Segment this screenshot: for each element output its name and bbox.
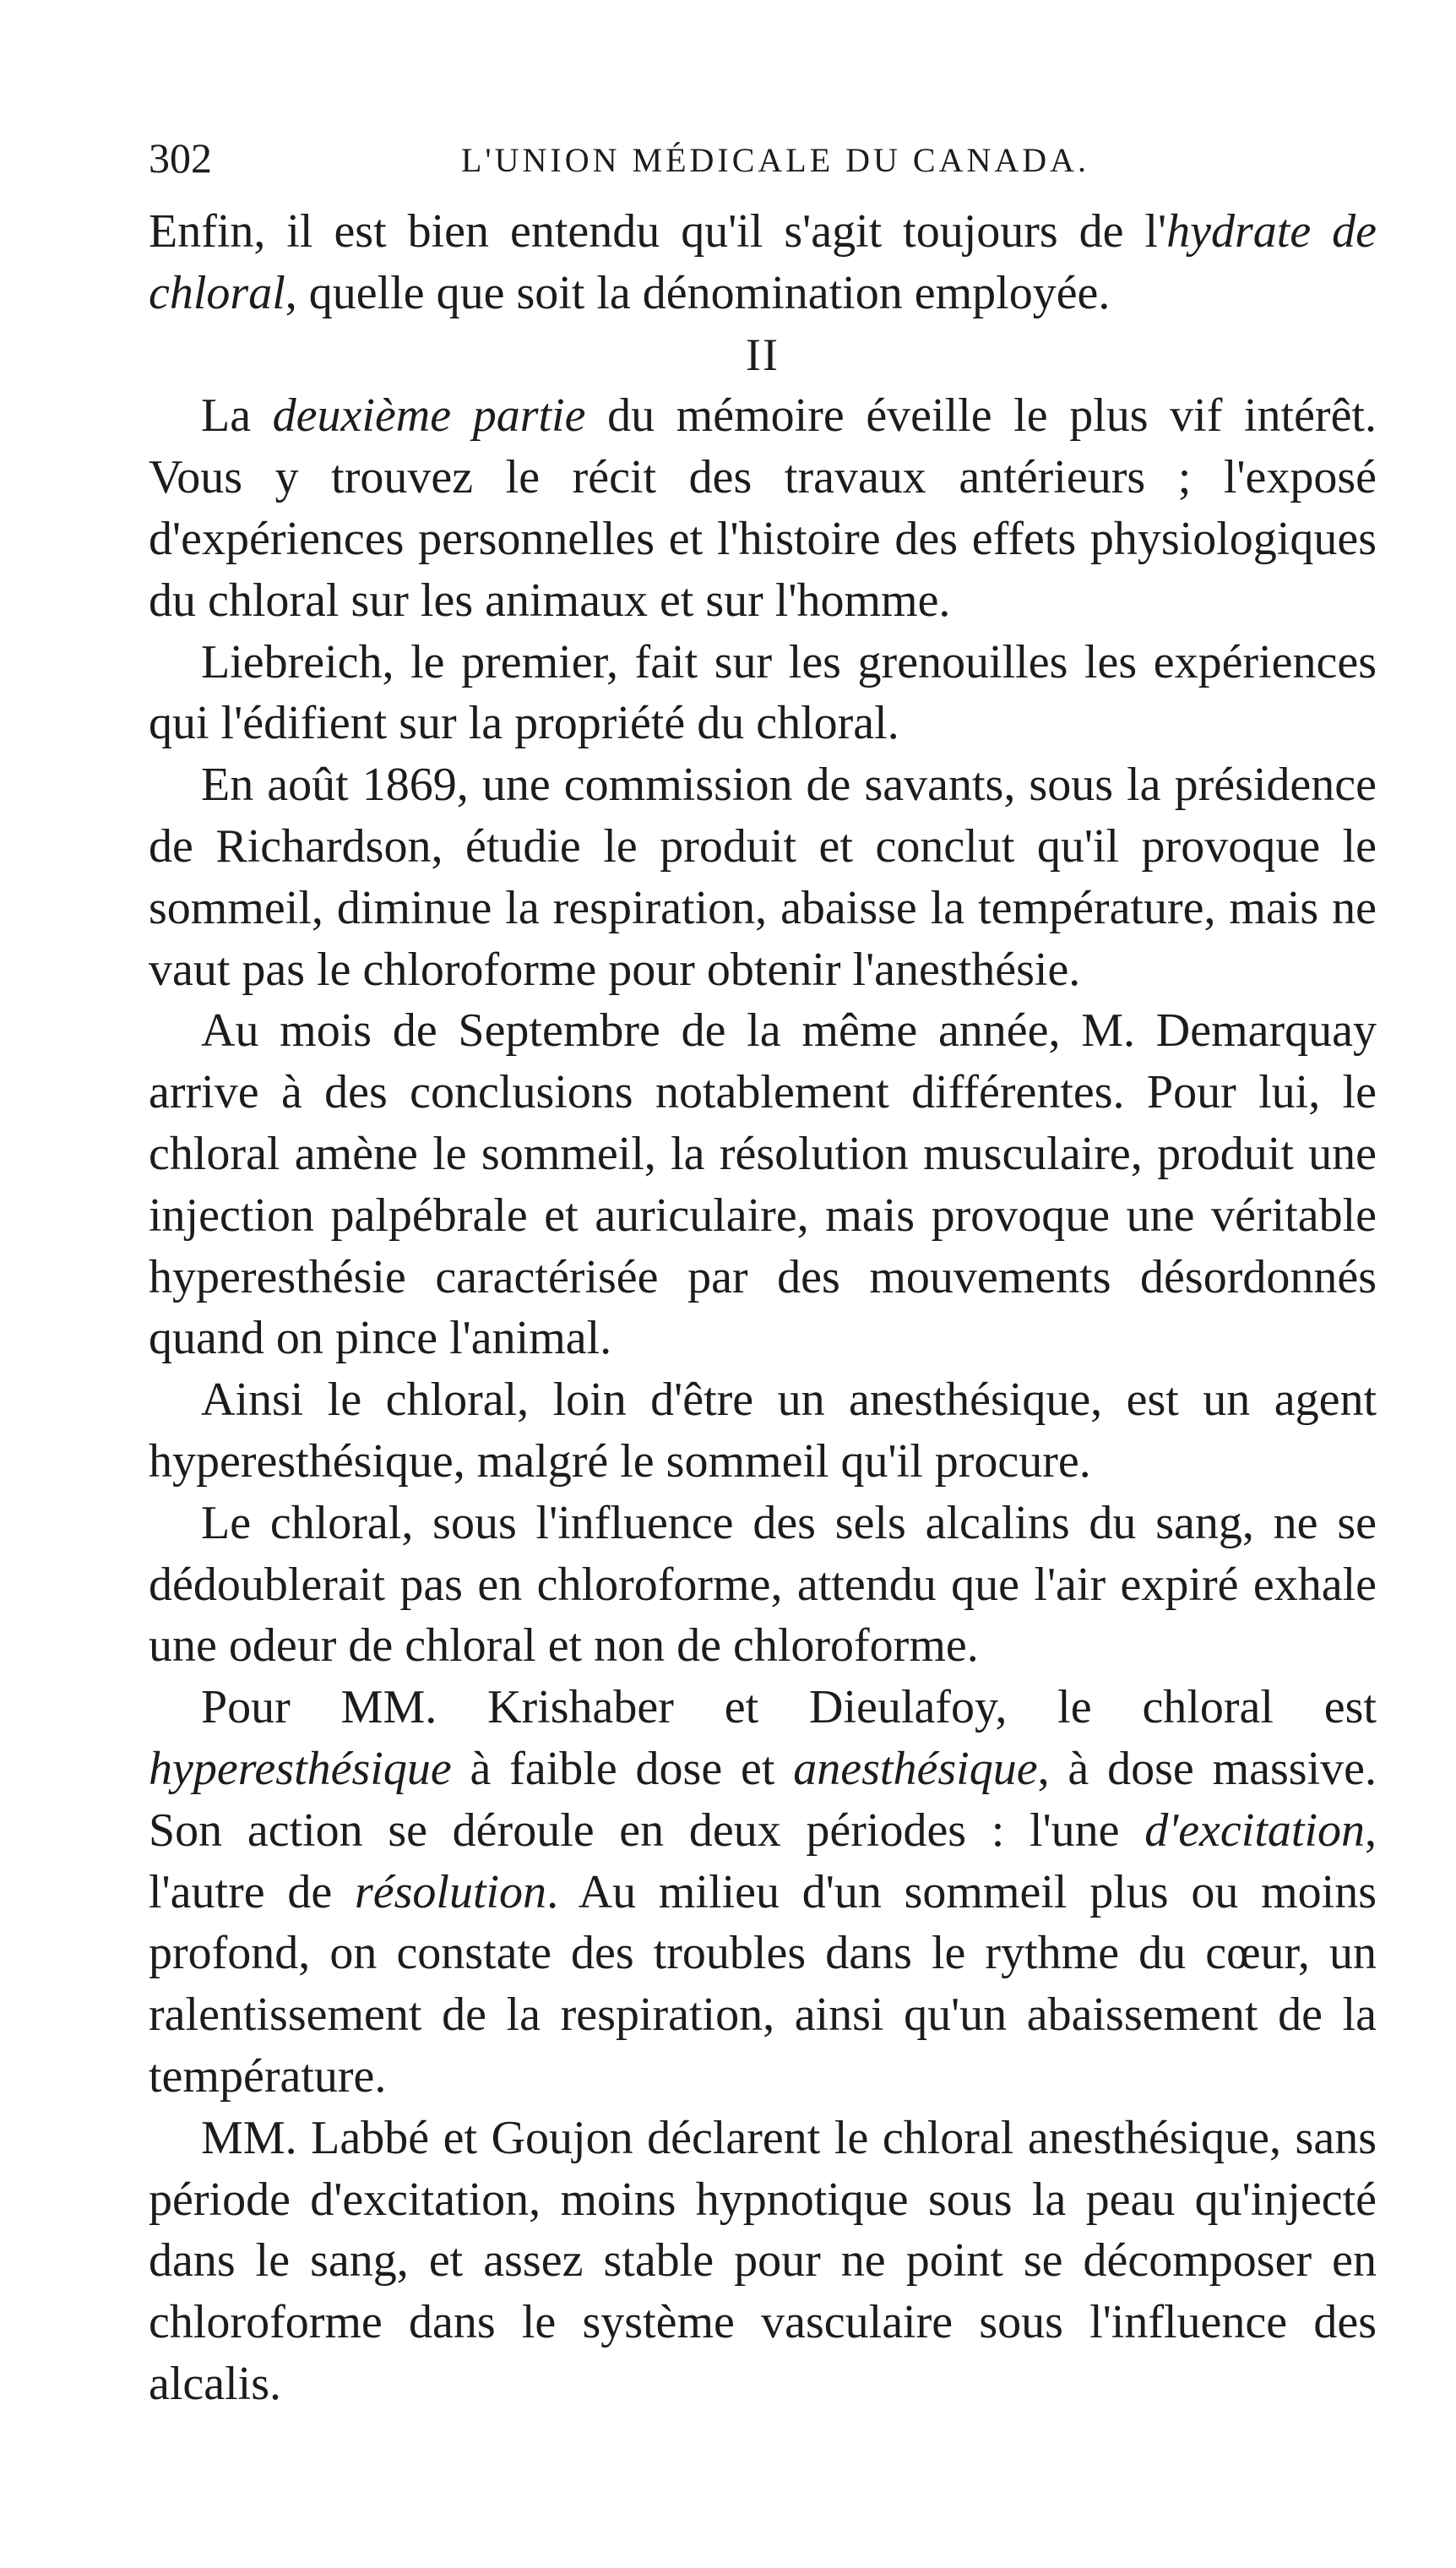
page-number: 302 (149, 134, 212, 182)
book-page (149, 127, 1377, 2415)
paragraph-4: Au mois de Septembre de la même année, M. Demarquay arrive à des conclusions notablement différentes. Pour lui, le chloral amène le sommeil, la résolution musculaire, produit une injection palpébrale et auriculaire, mais provoque une véritable hyperesthésie caractérisée par des mouvements désordonnés quand on pince l'animal. (149, 1004, 1377, 1365)
section-numeral: II (746, 329, 780, 380)
paragraph-3: En août 1869, une commission de savants, sous la présidence de Richardson, étudie le produit et conclut qu'il provoque le sommeil, diminue la respiration, abaisse la température, mais ne vaut pas le chloroforme pour obtenir l'anesthésie. (149, 759, 1377, 996)
paragraph-7-text-4: , l'autre de (149, 1804, 1377, 1918)
italic-term-resolution: résolution (354, 1865, 547, 1918)
body-text (149, 201, 1377, 2415)
paragraph-6: Le chloral, sous l'influence des sels alcalins du sang, ne se dédoublerait pas en chloroforme, attendu que l'air expiré exhale une odeur de chloral et non de chloroforme. (149, 1496, 1377, 1673)
opening-text-1: Enfin, il est bien entendu qu'il s'agit toujours de l' (149, 205, 1167, 258)
paragraph-5: Ainsi le chloral, loin d'être un anesthésique, est un agent hyperesthésique, malgré le sommeil qu'il procure. (149, 1374, 1377, 1488)
paragraph-7-text-1: Pour MM. Krishaber et Dieulafoy, le chloral est (201, 1681, 1377, 1734)
opening-italic-term: hydrate de chloral (149, 205, 1377, 319)
paragraph-1-italic-term: deuxième partie (272, 389, 586, 443)
paragraph-7-text-5: . Au milieu d'un sommeil plus ou moins profond, on constate des troubles dans le rythme du cœur, un ralentissement de la respiration, ainsi qu'un abaissement de la température. (149, 1865, 1377, 2103)
paragraph-7-text-3: , à dose massive. Son action se déroule en deux périodes : l'une (149, 1742, 1377, 1857)
paragraph-1-text: du mémoire éveille le plus vif intérêt. Vous y trouvez le récit des travaux antérieurs ; l'exposé d'expériences personnelles et l'histoire des effets physiologiques du chloral sur les animaux et sur l'homme. (149, 389, 1377, 627)
paragraph-1-prefix: La (201, 389, 273, 443)
paragraph-7-text-2: à faible dose et (451, 1742, 794, 1795)
paragraph-7 (149, 1677, 1377, 2108)
paragraph-opening (149, 201, 1377, 324)
opening-text-2: , quelle que soit la dénomination employée. (285, 266, 1111, 319)
italic-term-hyperesthesique: hyperesthésique (149, 1742, 452, 1795)
running-head (149, 127, 1377, 194)
paragraph-8: MM. Labbé et Goujon déclarent le chloral anesthésique, sans période d'excitation, moins hypnotique sous la peau qu'injecté dans le sang, et assez stable pour ne point se décomposer en chloroforme dans le système vasculaire sous l'influence des alcalis. (149, 2111, 1377, 2410)
journal-title: L'UNION MÉDICALE DU CANADA. (461, 141, 1090, 179)
italic-term-excitation: d'excitation (1144, 1804, 1365, 1857)
italic-term-anesthesique: anesthésique (793, 1742, 1038, 1795)
paragraph-1 (149, 385, 1377, 631)
paragraph-2: Liebreich, le premier, fait sur les grenouilles les expériences qui l'édifient sur la propriété du chloral. (149, 635, 1377, 750)
